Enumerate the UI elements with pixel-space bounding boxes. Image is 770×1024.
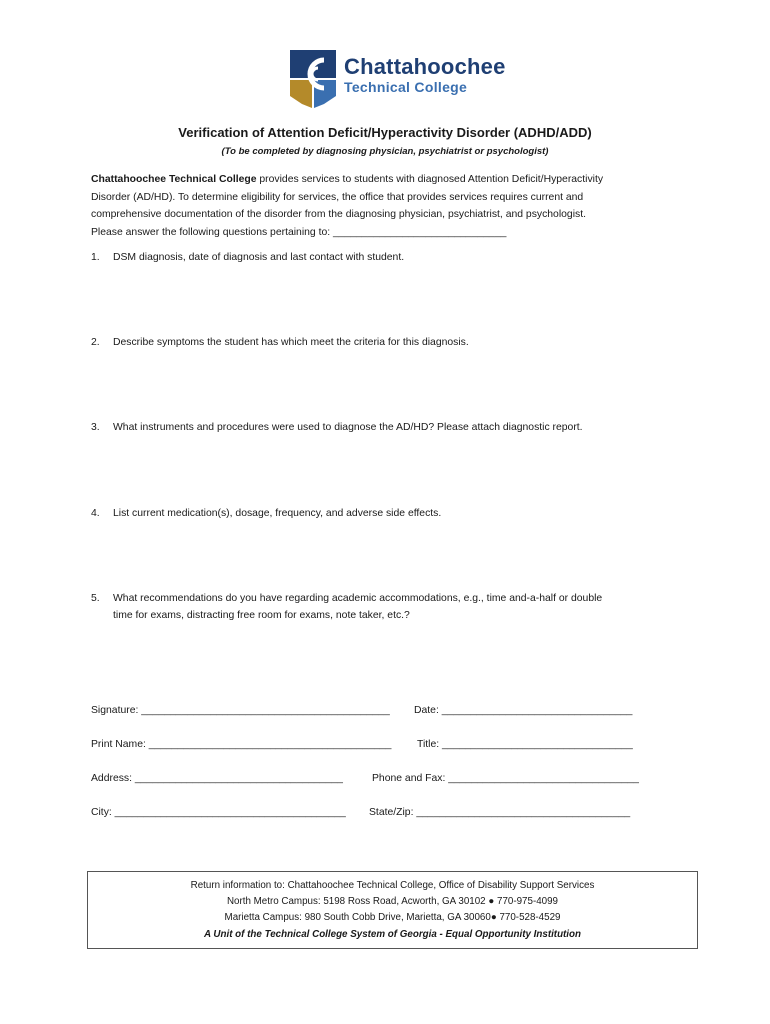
print-name-field[interactable]: Print Name: __________________________________________ <box>91 739 392 750</box>
college-logo <box>288 48 508 112</box>
question-text: DSM diagnosis, date of diagnosis and last contact with student. <box>113 252 405 263</box>
date-field[interactable]: Date: _________________________________ <box>414 705 633 716</box>
question-text-line1: What recommendations do you have regarding academic accommodations, e.g., time and-a-half or double <box>113 593 603 604</box>
signature-field[interactable]: Signature: ___________________________________________ <box>91 705 390 716</box>
question-number: 5. <box>91 593 100 604</box>
intro-text-3: comprehensive documentation of the disorder from the diagnosing physician, psychiatrist, and psychologist. <box>91 209 586 220</box>
question-number: 3. <box>91 422 100 433</box>
logo-name-line2: Technical College <box>344 79 468 95</box>
city-field[interactable]: City: ________________________________________ <box>91 807 346 818</box>
title-field[interactable]: Title: _________________________________ <box>417 739 633 750</box>
chattahoochee-emblem-icon <box>288 48 338 110</box>
phone-fax-field[interactable]: Phone and Fax: _________________________________ <box>372 773 639 784</box>
question-text: What instruments and procedures were used to diagnose the AD/HD? Please attach diagnostic report. <box>113 422 583 433</box>
question-text: List current medication(s), dosage, frequency, and adverse side effects. <box>113 508 442 519</box>
address-field[interactable]: Address: ____________________________________ <box>91 773 343 784</box>
question-text: Describe symptoms the student has which meet the criteria for this diagnosis. <box>113 337 469 348</box>
question-text-line2: time for exams, distracting free room for exams, note taker, etc.? <box>113 610 410 621</box>
marietta-campus: Marietta Campus: 980 South Cobb Drive, Marietta, GA 30060● 770-528-4529 <box>224 912 561 923</box>
question-number: 1. <box>91 252 100 263</box>
intro-text-1: provides services to students with diagnosed Attention Deficit/Hyperactivity <box>256 174 604 185</box>
question-number: 4. <box>91 508 100 519</box>
form-subtitle: (To be completed by diagnosing physician, psychiatrist or psychologist) <box>221 146 549 157</box>
intro-text-4: Please answer the following questions pertaining to: ______________________________ <box>91 226 507 238</box>
intro-paragraph <box>91 171 681 241</box>
form-title: Verification of Attention Deficit/Hyperactivity Disorder (ADHD/ADD) <box>178 125 592 140</box>
intro-text-2: Disorder (AD/HD). To determine eligibility for services, the office that provides services requires current and <box>91 191 584 203</box>
logo-name-line1: Chattahoochee <box>344 54 506 79</box>
question-number: 2. <box>91 337 100 348</box>
tcsg-statement: A Unit of the Technical College System of Georgia - Equal Opportunity Institution <box>203 929 582 940</box>
north-metro-campus: North Metro Campus: 5198 Ross Road, Acworth, GA 30102 ● 770-975-4099 <box>226 896 559 907</box>
return-info-line: Return information to: Chattahoochee Technical College, Office of Disability Support Services <box>190 880 595 891</box>
return-info-box <box>87 871 698 949</box>
question-text <box>113 590 673 624</box>
intro-college-name: Chattahoochee Technical College <box>91 174 257 185</box>
state-zip-field[interactable]: State/Zip: _____________________________________ <box>369 807 631 818</box>
